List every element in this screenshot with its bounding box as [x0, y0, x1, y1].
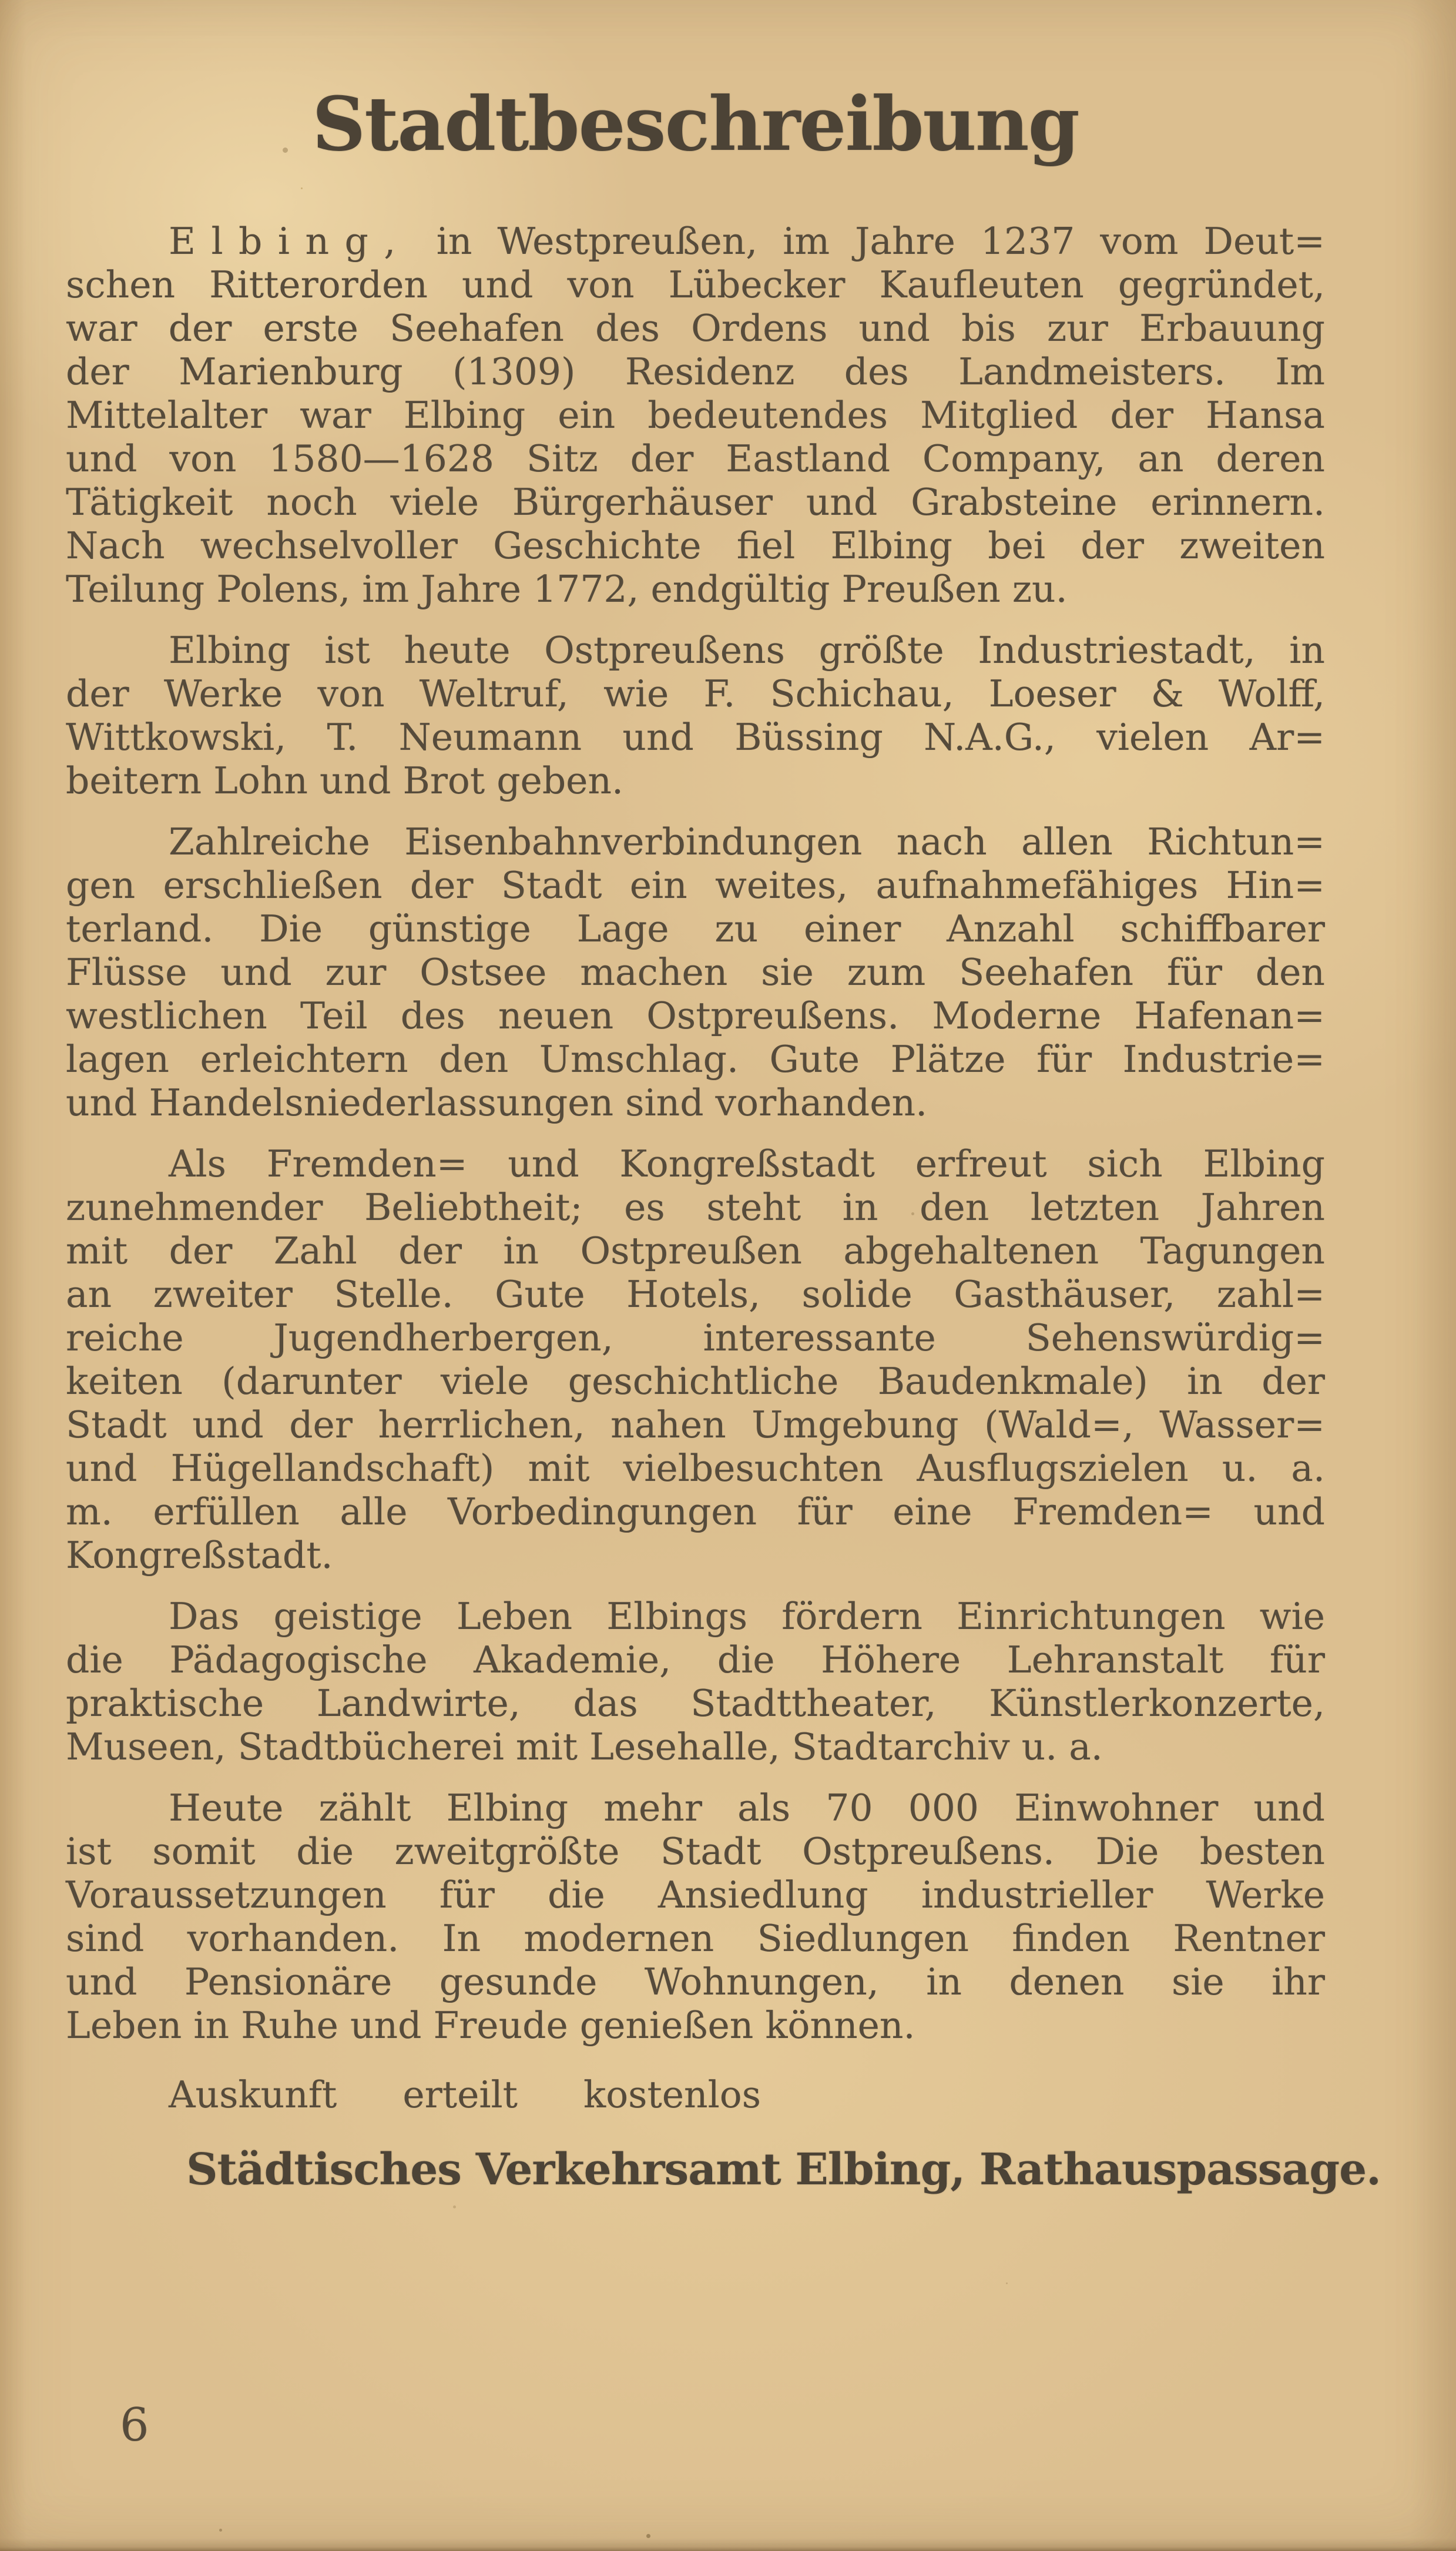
text-line: Wittkowski, T. Neumann und Büssing N.A.G., vielen Ar=	[66, 716, 1325, 759]
text-line: schen Ritterorden und von Lübecker Kaufleuten gegründet,	[66, 263, 1325, 307]
text-line: und Hügellandschaft) mit vielbesuchten Ausflugszielen u. a.	[66, 1447, 1325, 1490]
paragraph	[66, 1595, 1325, 1769]
text-line: m. erfüllen alle Vorbedingungen für eine Fremden= und	[66, 1490, 1325, 1534]
text-line: Flüsse und zur Ostsee machen sie zum Seehafen für den	[66, 951, 1325, 994]
letterspaced-word: Elbing,	[169, 220, 411, 263]
text-line: Stadt und der herrlichen, nahen Umgebung (Wald=, Wasser=	[66, 1403, 1325, 1447]
text-line: Heute zählt Elbing mehr als 70 000 Einwohner und	[169, 1786, 1325, 1830]
text-line: die Pädagogische Akademie, die Höhere Lehranstalt für	[66, 1638, 1325, 1682]
paragraph	[66, 220, 1325, 611]
body-paragraphs	[66, 220, 1325, 2047]
text-line: westlichen Teil des neuen Ostpreußens. Moderne Hafenan=	[66, 994, 1325, 1038]
text-line: war der erste Seehafen des Ordens und bis zur Erbauung	[66, 307, 1325, 350]
text-line: beitern Lohn und Brot geben.	[66, 759, 624, 803]
text-line: Elbing ist heute Ostpreußens größte Industriestadt, in	[169, 629, 1325, 672]
text-line: und von 1580—1628 Sitz der Eastland Company, an deren	[66, 437, 1325, 481]
text-line: Zahlreiche Eisenbahnverbindungen nach allen Richtun=	[169, 820, 1325, 864]
text-line: Leben in Ruhe und Freude genießen können.	[66, 2004, 915, 2047]
paragraph	[66, 1142, 1325, 1577]
text-line: Nach wechselvoller Geschichte fiel Elbing bei der zweiten	[66, 524, 1325, 568]
text-line: terland. Die günstige Lage zu einer Anzahl schiffbarer	[66, 907, 1325, 951]
paragraph	[66, 1786, 1325, 2047]
text-line: keiten (darunter viele geschichtliche Baudenkmale) in der	[66, 1360, 1325, 1403]
text-line: Tätigkeit noch viele Bürgerhäuser und Grabsteine erinnern.	[66, 481, 1325, 524]
text-block	[66, 0, 1381, 2196]
text-line: Voraussetzungen für die Ansiedlung industrieller Werke	[66, 1873, 1325, 1917]
text-line: Elbing, in Westpreußen, im Jahre 1237 vom Deut=	[169, 220, 1325, 263]
paragraph	[66, 629, 1325, 803]
text-line: mit der Zahl der in Ostpreußen abgehaltenen Tagungen	[66, 1229, 1325, 1273]
page-number: 6	[120, 2399, 149, 2452]
text-line: der Werke von Weltruf, wie F. Schichau, Loeser & Wolff,	[66, 672, 1325, 716]
text-line: und Handelsniederlassungen sind vorhanden.	[66, 1081, 928, 1125]
text-line: Als Fremden= und Kongreßstadt erfreut sich Elbing	[169, 1142, 1325, 1186]
text-line: ist somit die zweitgrößte Stadt Ostpreußens. Die besten	[66, 1830, 1325, 1873]
text-line: sind vorhanden. In modernen Siedlungen finden Rentner	[66, 1917, 1325, 1960]
text-line: Mittelalter war Elbing ein bedeutendes Mitglied der Hansa	[66, 394, 1325, 437]
text-line: Kongreßstadt.	[66, 1534, 333, 1577]
text-line: Teilung Polens, im Jahre 1772, endgültig Preußen zu.	[66, 568, 1068, 611]
text-line: Das geistige Leben Elbings fördern Einrichtungen wie	[169, 1595, 1325, 1638]
text-line: an zweiter Stelle. Gute Hotels, solide Gasthäuser, zahl=	[66, 1273, 1325, 1316]
text-line: praktische Landwirte, das Stadttheater, Künstlerkonzerte,	[66, 1682, 1325, 1725]
paragraph	[66, 820, 1325, 1125]
text-line: reiche Jugendherbergen, interessante Sehenswürdig=	[66, 1316, 1325, 1360]
footer-address-line: Städtisches Verkehrsamt Elbing, Rathauspassage.	[186, 2144, 1381, 2195]
text-line: gen erschließen der Stadt ein weites, aufnahmefähiges Hin=	[66, 864, 1325, 907]
text-line: Museen, Stadtbücherei mit Lesehalle, Stadtarchiv u. a.	[66, 1725, 1103, 1769]
text-line: und Pensionäre gesunde Wohnungen, in denen sie ihr	[66, 1960, 1325, 2004]
text-line: zunehmender Beliebtheit; es steht in den letzten Jahren	[66, 1186, 1325, 1229]
text-line: der Marienburg (1309) Residenz des Landmeisters. Im	[66, 350, 1325, 394]
info-line: Auskunft erteilt kostenlos	[169, 2073, 761, 2117]
page-title: Stadtbeschreibung	[312, 81, 1079, 167]
text-line: lagen erleichtern den Umschlag. Gute Plätze für Industrie=	[66, 1038, 1325, 1081]
